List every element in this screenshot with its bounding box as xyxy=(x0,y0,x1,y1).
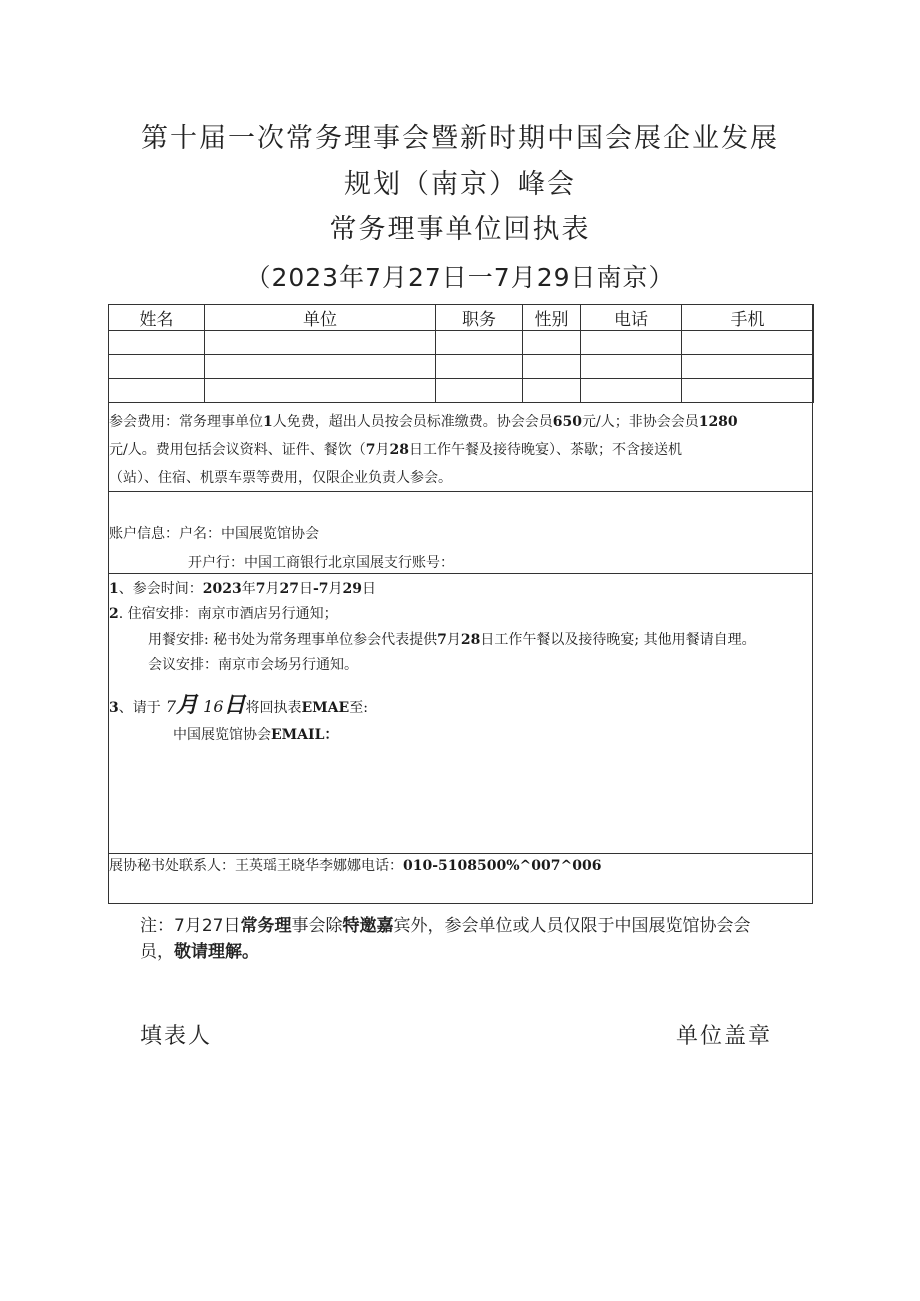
cell-name[interactable] xyxy=(109,331,205,355)
title-line-2: 规划（南京）峰会 xyxy=(344,169,576,200)
cell-gender[interactable] xyxy=(523,379,581,403)
cell-phone[interactable] xyxy=(581,331,682,355)
receipt-form xyxy=(108,304,813,904)
cell-phone[interactable] xyxy=(581,355,682,379)
account-name-line: 账户信息：户名：中国展览馆协会 xyxy=(109,526,319,542)
info-meal-line: 用餐安排: 秘书处为常务理事单位参会代表提供7月28日工作午餐以及接待晚宴; 其他用餐请自理。 xyxy=(148,632,756,648)
header-name: 姓名 xyxy=(109,305,205,331)
cell-gender[interactable] xyxy=(523,331,581,355)
table-header-row xyxy=(109,305,814,331)
divider xyxy=(109,853,812,854)
header-phone: 电话 xyxy=(581,305,682,331)
divider xyxy=(109,573,812,574)
header-gender: 性别 xyxy=(523,305,581,331)
contact-line: 展协秘书处联系人：王英瑶王晓华李娜娜电话：010-5108500%^007^006 xyxy=(109,858,602,874)
table-row[interactable] xyxy=(109,355,814,379)
filler-label: 填表人 xyxy=(140,1024,213,1049)
table-row[interactable] xyxy=(109,379,814,403)
cell-mobile[interactable] xyxy=(682,379,814,403)
attendee-table xyxy=(108,304,814,403)
note-line-2: 员，敬请理解。 xyxy=(140,942,259,962)
cell-mobile[interactable] xyxy=(682,355,814,379)
cell-gender[interactable] xyxy=(523,355,581,379)
title-line-1: 第十届一次常务理事会暨新时期中国会展企业发展 xyxy=(141,123,779,154)
fee-line-1: 参会费用：常务理事单位1人免费，超出人员按会员标准缴费。协会会员650元/人；非协会会员1280 xyxy=(109,414,738,430)
info-email-line: 中国展览馆协会EMAIL： xyxy=(173,727,339,743)
header-position: 职务 xyxy=(436,305,523,331)
cell-company[interactable] xyxy=(205,379,436,403)
cell-phone[interactable] xyxy=(581,379,682,403)
header-mobile: 手机 xyxy=(682,305,814,331)
cell-position[interactable] xyxy=(436,379,523,403)
cell-name[interactable] xyxy=(109,355,205,379)
header-company: 单位 xyxy=(205,305,436,331)
info-item-1: 1、参会时间：2023年7月27日-7月29日 xyxy=(109,581,376,597)
cell-position[interactable] xyxy=(436,331,523,355)
fee-line-2: 元/人。费用包括会议资料、证件、餐饮（7月28日工作午餐及接待晚宴）、茶歇；不含接送机 xyxy=(109,442,682,458)
info-meeting-line: 会议安排：南京市会场另行通知。 xyxy=(148,657,358,673)
cell-mobile[interactable] xyxy=(682,331,814,355)
cell-company[interactable] xyxy=(205,355,436,379)
fee-line-3: （站）、住宿、机票车票等费用，仅限企业负责人参会。 xyxy=(109,470,452,486)
stamp-label: 单位盖章 xyxy=(676,1024,773,1049)
title-date-line: （2023年7月27日一7月29日南京） xyxy=(245,263,675,292)
table-row[interactable] xyxy=(109,331,814,355)
divider xyxy=(109,491,812,492)
cell-company[interactable] xyxy=(205,331,436,355)
info-item-2: 2. 住宿安排：南京市酒店另行通知； xyxy=(109,606,338,622)
cell-name[interactable] xyxy=(109,379,205,403)
account-bank-line: 开户行：中国工商银行北京国展支行账号： xyxy=(188,555,454,571)
title-line-3: 常务理事单位回执表 xyxy=(329,214,591,245)
note-line-1: 注：7月27日常务理事会除特邀嘉宾外，参会单位或人员仅限于中国展览馆协会会 xyxy=(140,916,751,936)
cell-position[interactable] xyxy=(436,355,523,379)
info-item-3: 3、请于 7月 16日将回执表EMAE至: xyxy=(109,692,368,718)
